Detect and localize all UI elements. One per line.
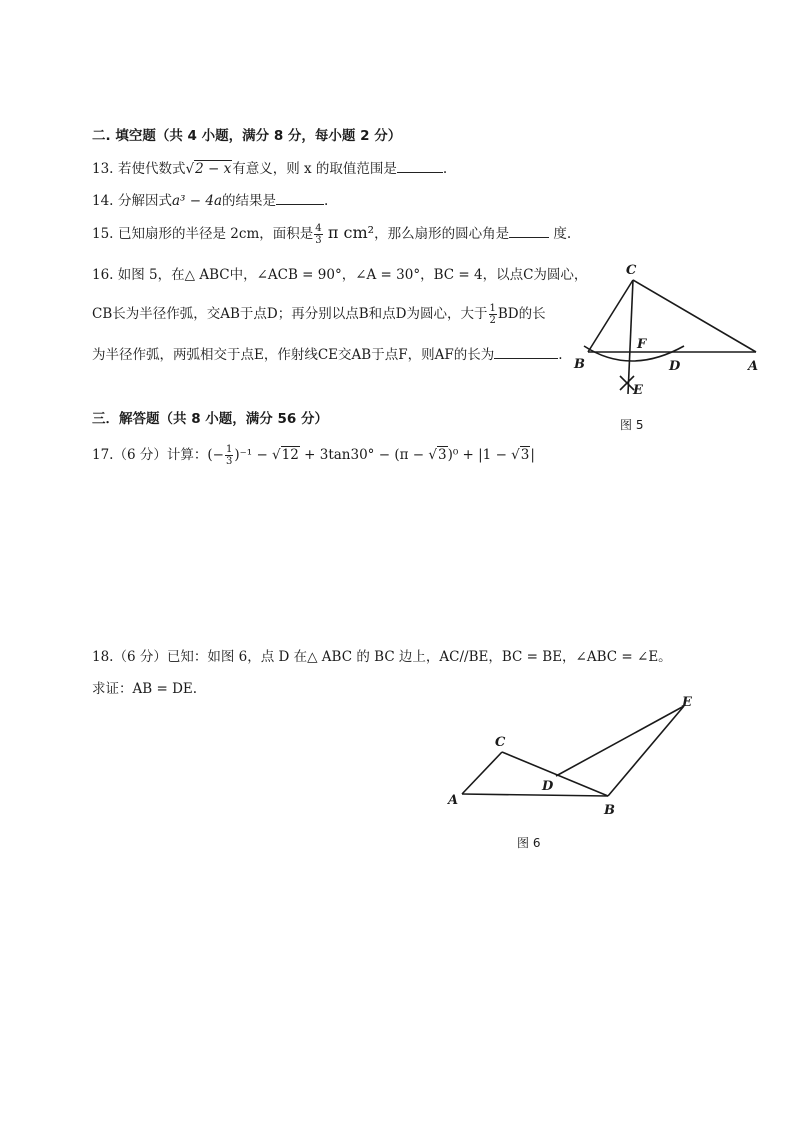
q16-fraction — [489, 303, 497, 326]
answer-blank[interactable] — [509, 225, 549, 238]
segment-ac — [462, 752, 502, 794]
q16-line3-text: 为半径作弧，两弧相交于点E，作射线CE交AB于点F，则AF的长为 — [92, 347, 495, 363]
label-d: D — [669, 359, 681, 374]
fraction-denominator: 3 — [315, 235, 322, 246]
fraction-numerator: 4 — [315, 223, 322, 234]
label-d: D — [542, 779, 554, 794]
q17-term: )⁰ + |1 − — [447, 447, 512, 463]
q17-radicand: 3 — [520, 447, 530, 463]
q17-term: + 3tan30° − (π − — [299, 447, 429, 463]
label-c: C — [495, 735, 506, 750]
q15-unit: π cm² — [327, 223, 375, 242]
fraction-denominator: 2 — [489, 315, 496, 326]
label-a: A — [748, 359, 759, 374]
q17-term: (− — [207, 447, 224, 463]
label-c: C — [626, 263, 637, 278]
question-14 — [92, 189, 328, 209]
q15-end: 度. — [553, 226, 572, 242]
fraction-denominator: 3 — [225, 456, 233, 467]
label-e: E — [633, 383, 643, 398]
segment-be — [608, 706, 684, 796]
q17-term: )⁻¹ − — [234, 447, 273, 463]
question-18-line-1: 18.（6 分）已知：如图 6，点 D 在△ ABC 的 BC 边上，AC//BE，BC = BE，∠ABC = ∠E。 — [92, 649, 672, 665]
q14-end: . — [324, 193, 329, 209]
answer-blank[interactable] — [276, 192, 324, 205]
segment-ca — [633, 280, 756, 352]
question-number: 15. — [92, 226, 114, 242]
answer-area-17[interactable] — [92, 470, 692, 630]
fraction-numerator: 1 — [225, 444, 233, 455]
label-b: B — [604, 803, 615, 818]
question-number: 17. — [92, 447, 114, 463]
question-16-line-1: 16. 如图 5，在△ ABC中，∠ACB = 90°，∠A = 30°，BC = 4，以点C为圆心， — [92, 267, 588, 283]
answer-blank[interactable] — [494, 346, 558, 359]
question-18-line-2: 求证：AB = DE. — [92, 681, 198, 697]
segment-de — [556, 706, 684, 776]
section-3-heading: 三．解答题（共 8 小题，满分 56 分） — [92, 411, 328, 427]
question-17: 17.（6 分）计算：(− $\frac{1}{3}$ )⁻¹ − √12 + 3tan30° − (π − √3)⁰ + |1 − √3| — [92, 444, 535, 467]
q13-end: . — [442, 161, 448, 177]
label-a: A — [448, 793, 459, 808]
question-13: 13. 若使代数式√2 − x有意义，则 x 的取值范围是 . — [92, 161, 448, 177]
figure-5-caption: 图 5 — [620, 418, 644, 432]
q15-text-pre: 已知扇形的半径是 2cm，面积是 — [118, 226, 314, 242]
segment-bc — [588, 280, 633, 352]
q13-text-post: 有意义，则 x 的取值范围是 — [232, 161, 397, 177]
figure-5-diagram — [570, 258, 770, 398]
figure-6-diagram — [440, 690, 710, 825]
question-16-line-2 — [92, 302, 546, 326]
question-16-line-3 — [92, 343, 563, 363]
section-2-heading: 二. 填空题（共 4 小题，满分 8 分，每小题 2 分） — [92, 128, 402, 144]
q17-term: | — [530, 447, 535, 463]
q17-fraction — [225, 444, 233, 467]
q15-fraction — [314, 223, 322, 246]
q15-text-post: ，那么扇形的圆心角是 — [374, 226, 510, 242]
q14-text-pre: 分解因式 — [118, 193, 172, 209]
label-b: B — [574, 357, 585, 372]
question-number: 13. — [92, 161, 114, 177]
q16-line2-post: BD的长 — [497, 306, 546, 322]
q16-end: . — [558, 347, 563, 363]
q14-text-post: 的结果是 — [222, 193, 276, 209]
label-f: F — [637, 337, 647, 352]
q13-radicand: 2 − x — [195, 161, 232, 177]
segment-cb — [502, 752, 608, 796]
q17-radicand: 3 — [437, 447, 447, 463]
q16-line2-pre: CB长为半径作弧，交AB于点D；再分别以点B和点D为圆心，大于 — [92, 306, 488, 322]
fraction-numerator: 1 — [489, 303, 496, 314]
q13-text-pre: 若使代数式 — [118, 161, 186, 177]
q17-radicand: 12 — [281, 447, 299, 463]
q17-score: （6 分）计算： — [113, 447, 208, 463]
label-e: E — [682, 695, 692, 710]
question-15 — [92, 222, 571, 246]
answer-blank[interactable] — [397, 160, 443, 173]
figure-6-caption: 图 6 — [517, 836, 541, 850]
question-number: 14. — [92, 193, 114, 209]
segment-ab — [462, 794, 608, 796]
q14-expression: a³ − 4a — [172, 193, 222, 209]
